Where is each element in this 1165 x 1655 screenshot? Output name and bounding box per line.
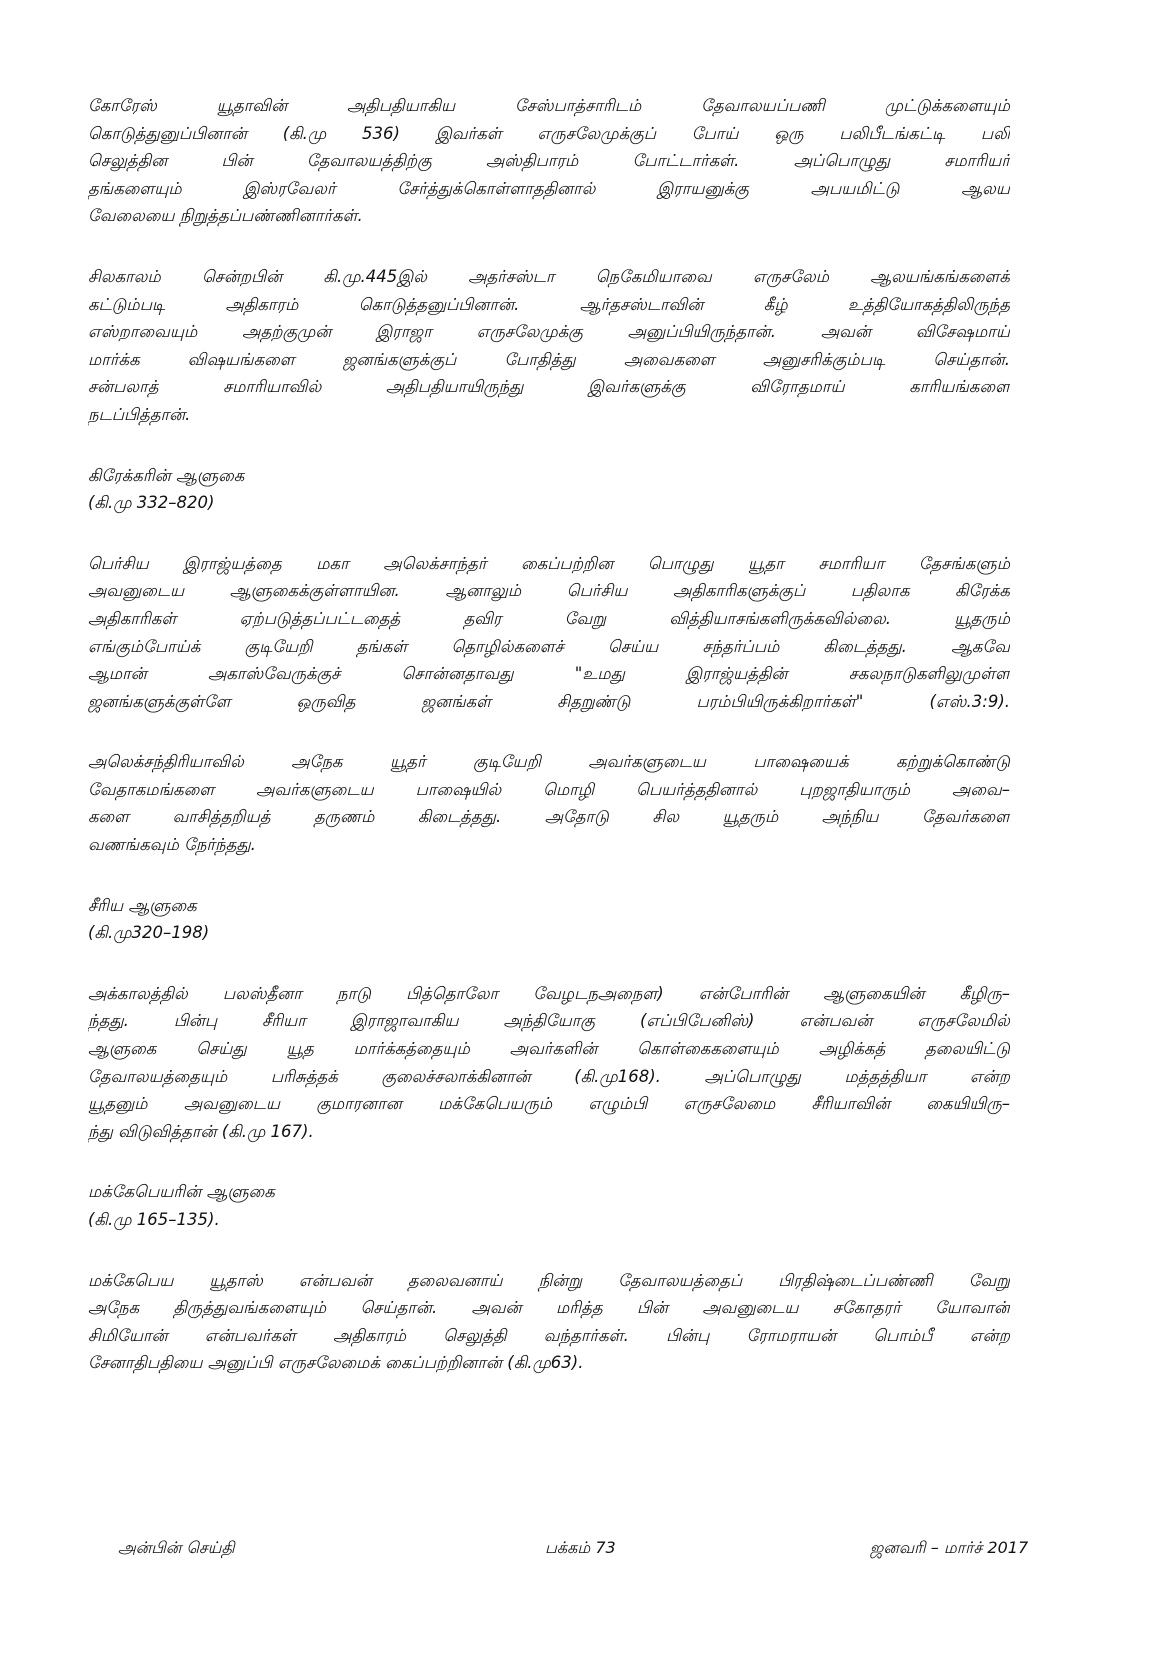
text-line: செலுத்தின பின் தேவாலயத்திற்கு அஸ்திபாரம் போட்டார்கள். அப்பொழுது சமாரியர் — [88, 151, 1010, 171]
page-footer — [0, 1538, 1165, 1568]
section-date-range: (கி.மு320–198) — [88, 923, 210, 943]
section-title: மக்கேபெயரின் ஆளுகை — [88, 1182, 275, 1202]
text-line: வேலையை நிறுத்தப்பண்ணினார்கள். — [88, 206, 363, 226]
text-line: சிமியோன் என்பவர்கள் அதிகாரம் செலுத்தி வந்தார்கள். பின்பு ரோமராயன் பொம்பீ என்ற — [88, 1325, 1010, 1345]
text-line: களை வாசித்தறியத் தருணம் கிடைத்தது. அதோடு சில யூதரும் அந்நிய தேவர்களை — [88, 807, 1010, 827]
text-line: மார்க்க விஷயங்களை ஜனங்களுக்குப் போதித்து அவைகளை அனுசரிக்கும்படி செய்தான். — [88, 349, 1010, 369]
publication-name: அன்பின் செய்தி — [118, 1538, 235, 1557]
text-line: தங்களையும் இஸ்ரவேலர் சேர்த்துக்கொள்ளாததினால் இராயனுக்கு அபயமிட்டு ஆலய — [88, 178, 1010, 198]
text-line: மக்கேபெய யூதாஸ் என்பவன் தலைவனாய் நின்று தேவாலயத்தைப் பிரதிஷ்டைப்பண்ணி வேறு — [88, 1270, 1010, 1290]
text-line: அலெக்சந்திரியாவில் அநேக யூதர் குடியேறி அவர்களுடைய பாஷையைக் கற்றுக்கொண்டு — [88, 752, 1010, 772]
page-number: பக்கம் 73 — [545, 1538, 616, 1557]
text-line: ந்து விடுவித்தான் (கி.மு 167). — [88, 1121, 314, 1141]
section-date-range: (கி.மு 165–135). — [88, 1210, 220, 1229]
paragraph-4 — [88, 748, 1010, 858]
section-heading-maccabean-rule — [88, 1178, 1010, 1233]
text-line: கொடுத்துனுப்பினான் (கி.மு 536) இவர்கள் எருசலேமுக்குப் போய் ஒரு பலிபீடங்கட்டி பலி — [88, 123, 1010, 143]
section-date-range: (கி.மு 332–820) — [88, 493, 215, 513]
text-line: ஆளுகை செய்து யூத மார்க்கத்தையும் அவர்களின் கொள்கைகளையும் அழிக்கத் தலையிட்டு — [88, 1039, 1010, 1059]
text-line: ஜனங்களுக்குள்ளே ஒருவித ஜனங்கள் சிதறுண்டு பரம்பியிருக்கிறார்கள்" (எஸ்.3:9). — [88, 691, 1010, 711]
text-line: சேனாதிபதியை அனுப்பி எருசலேமைக் கைப்பற்றினான் (கி.மு63). — [88, 1353, 584, 1373]
section-heading-syrian-rule — [88, 892, 1010, 947]
text-line: வேதாகமங்களை அவர்களுடைய பாஷையில் மொழி பெயர்த்ததினால் புறஜாதியாரும் அவை– — [88, 779, 1010, 799]
issue-date: ஜனவரி – மார்ச் 2017 — [870, 1538, 1029, 1557]
paragraph-3 — [88, 550, 1010, 716]
text-line: ந்தது. பின்பு சீரியா இராஜாவாகிய அந்தியோகு (எப்பிபேனிஸ்) என்பவன் எருசலேமில் — [88, 1011, 1010, 1031]
paragraph-5 — [88, 980, 1010, 1146]
text-line: ஆமான் அகாஸ்வேருக்குச் சொன்னதாவது "உமது இராஜ்யத்தின் சகலநாடுகளிலுமுள்ள — [88, 664, 1010, 684]
text-line: கட்டும்படி அதிகாரம் கொடுத்தனுப்பினான். ஆர்தசஸ்டாவின் கீழ் உத்தியோகத்திலிருந்த — [88, 294, 1010, 314]
text-line: அக்காலத்தில் பலஸ்தீனா நாடு பித்தொலோ வேழடநஅநைள) என்போரின் ஆளுகையின் கீழிரு– — [88, 983, 1010, 1003]
section-title: கிரேக்கரின் ஆளுகை — [88, 465, 245, 485]
paragraph-6 — [88, 1267, 1010, 1377]
document-body — [88, 92, 1010, 1410]
text-line: தேவாலயத்தையும் பரிசுத்தக் குலைச்சலாக்கினான் (கி.மு168). அப்பொழுது மத்தத்தியா என்ற — [88, 1066, 1010, 1086]
paragraph-1 — [88, 92, 1010, 230]
text-line: கோரேஸ் யூதாவின் அதிபதியாகிய சேஸ்பாத்சாரிடம் தேவாலயப்பணி முட்டுக்களையும் — [88, 96, 1010, 115]
text-line: நடப்பித்தான். — [88, 404, 191, 424]
paragraph-2 — [88, 263, 1010, 429]
text-line: பெர்சிய இராஜ்யத்தை மகா அலெக்சாந்தர் கைப்பற்றின பொழுது யூதா சமாரியா தேசங்களும் — [88, 553, 1010, 573]
section-title: சீரிய ஆளுகை — [88, 895, 197, 915]
text-line: அநேக திருத்துவங்களையும் செய்தான். அவன் மரித்த பின் அவனுடைய சகோதரர் யோவான் — [88, 1298, 1010, 1318]
text-line: யூதனும் அவனுடைய குமாரனான மக்கேபெயரும் எழும்பி எருசலேமை சீரியாவின் கையியிரு– — [88, 1094, 1010, 1114]
text-line: எஸ்றாவையும் அதற்குமுன் இராஜா எருசலேமுக்கு அனுப்பியிருந்தான். அவன் விசேஷமாய் — [88, 322, 1010, 342]
text-line: சிலகாலம் சென்றபின் கி.மு.445இல் அதர்சஸ்டா நெகேமியாவை எருசலேம் ஆலயங்கங்களைக் — [88, 266, 1010, 286]
text-line: அவனுடைய ஆளுகைக்குள்ளாயின. ஆனாலும் பெர்சிய அதிகாரிகளுக்குப் பதிலாக கிரேக்க — [88, 581, 1010, 601]
text-line: எங்கும்போய்க் குடியேறி தங்கள் தொழில்களைச் செய்ய சந்தர்ப்பம் கிடைத்தது. ஆகவே — [88, 636, 1010, 656]
section-heading-greek-rule — [88, 462, 1010, 517]
text-line: அதிகாரிகள் ஏற்படுத்தப்பட்டதைத் தவிர வேறு வித்தியாசங்களிருக்கவில்லை. யூதரும் — [88, 608, 1010, 628]
text-line: சன்பலாத் சமாரியாவில் அதிபதியாயிருந்து இவர்களுக்கு விரோதமாய் காரியங்களை — [88, 377, 1010, 397]
text-line: வணங்கவும் நேர்ந்தது. — [88, 835, 256, 855]
